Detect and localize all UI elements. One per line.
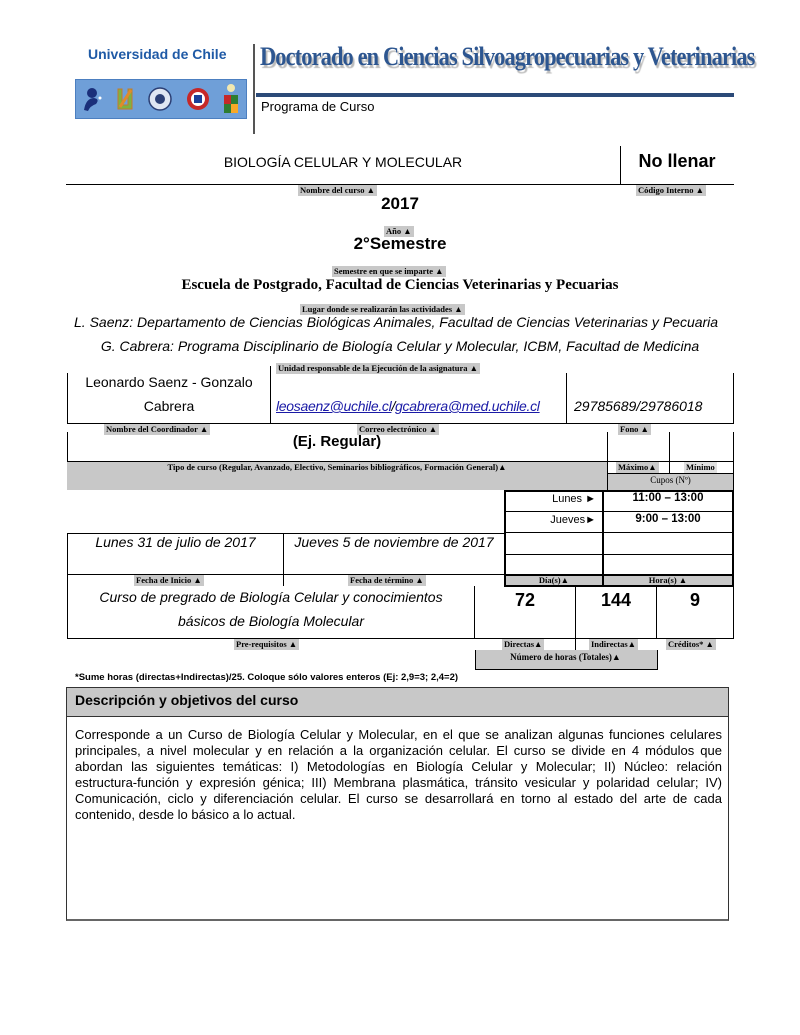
coordinator-name-line1: Leonardo Saenz - Gonzalo <box>85 374 253 390</box>
location-value: Escuela de Postgrado, Facultad de Ciencias Veterinarias y Pecuarias <box>181 277 619 293</box>
year-value: 2017 <box>381 194 419 213</box>
prereq-border-right <box>733 586 734 638</box>
description-box <box>66 687 729 921</box>
coord-border-2 <box>566 373 567 423</box>
coordinator-phone: 29785689/29786018 <box>574 398 703 414</box>
end-date-label: Fecha de término ▲ <box>350 575 424 585</box>
program-title: Doctorado en Ciencias Silvoagropecuarias y Veterinarias <box>260 42 755 71</box>
sched-row-2 <box>505 532 733 533</box>
course-name-label: Nombre del curso ▲ <box>300 185 376 195</box>
sched-row-3 <box>505 554 733 555</box>
university-name: Universidad de Chile <box>88 46 227 62</box>
course-type-value: (Ej. Regular) <box>292 433 382 450</box>
coord-border-1 <box>270 366 271 423</box>
email-link-2[interactable]: gcabrera@med.uchile.cl <box>395 398 540 414</box>
schedule-hours-2: 9:00 – 13:00 <box>635 513 701 525</box>
u-logo-icon <box>116 87 134 111</box>
email-separator: / <box>391 398 396 414</box>
schedule-day-2: Jueves► <box>550 514 596 526</box>
unit-label: Unidad responsable de la Ejecución de la asignatura ▲ <box>278 363 479 373</box>
credits-label: Créditos* ▲ <box>668 639 714 649</box>
coordinator-name-label: Nombre del Coordinador ▲ <box>106 424 209 434</box>
description-body: Corresponde a un Curso de Biología Celular y Molecular, en el que se analizan algunas funciones celulares principales, a nivel molecular y en relación a la organización celular. El curso se divide en 4 módulos que abordan las siguientes temáticas: I) Metodologías en Biología Celular y Molecular; II) Núcleo: relación estructura-función y expresión génica; III) Membrana plasmática, tránsito vesicular y polaridad celular; IV) Comunicación, ciclo y diferenciación celular. El curso se desarrollará en torno al estado del arte de cada contenido, desde lo básico a lo actual. <box>75 727 722 822</box>
credits-footnote: *Sume horas (directas+Indirectas)/25. Coloque sólo valores enteros (Ej: 2,9=3; 2,4=2) <box>75 672 459 683</box>
coordinator-name-line2: Cabrera <box>143 398 195 414</box>
person-logo-icon <box>80 86 104 112</box>
direct-label: Directas▲ <box>504 639 543 649</box>
semester-label: Semestre en que se imparte ▲ <box>334 266 444 276</box>
header-divider <box>253 44 255 134</box>
sched-row-1 <box>505 511 733 512</box>
sched-right <box>732 490 734 586</box>
days-label: Día(s)▲ <box>538 575 570 585</box>
red-seal-logo-icon <box>186 87 210 111</box>
email-label: Correo electrónico ▲ <box>359 424 438 434</box>
sched-mid <box>602 490 604 586</box>
max-label: Máximo▲ <box>618 462 657 472</box>
coord-border-right <box>733 373 734 423</box>
start-date: Lunes 31 de julio de 2017 <box>95 534 256 550</box>
prereq-line1: Curso de pregrado de Biología Celular y conocimientos <box>99 589 443 605</box>
location-label: Lugar donde se realizarán las actividades ▲ <box>302 304 463 314</box>
phone-label: Fono ▲ <box>620 424 649 434</box>
header-rule <box>256 93 734 97</box>
unit-line-1: L. Saenz: Departamento de Ciencias Biológicas Animales, Facultad de Ciencias Veterinarias y Pecuaria <box>74 314 719 330</box>
indirect-hours: 144 <box>600 590 632 610</box>
total-hours-label: Número de horas (Totales)▲ <box>510 652 621 662</box>
email-link-1[interactable]: leosaenz@uchile.cl <box>276 398 392 414</box>
course-type-label: Tipo de curso (Regular, Avanzado, Electivo, Seminarios bibliográficos, Formación General)▲ <box>167 462 507 472</box>
schedule-hours-1: 11:00 – 13:00 <box>632 492 704 504</box>
indirect-label: Indirectas▲ <box>591 639 637 649</box>
dates-border-bottom <box>67 574 505 575</box>
type-border-2 <box>669 432 670 473</box>
schedule-day-1: Lunes ► <box>552 493 596 505</box>
prereq-line2: básicos de Biología Molecular <box>178 613 364 629</box>
description-header <box>67 688 728 717</box>
prereq-label: Pre-requisitos ▲ <box>236 639 298 649</box>
hours-label: Hora(s) ▲ <box>648 575 688 585</box>
subtitle: Programa de Curso <box>261 99 375 114</box>
unit-line-2: G. Cabrera: Programa Disciplinario de Biología Celular y Molecular, ICBM, Facultad de Medicina <box>100 338 700 354</box>
cupos-label: Cupos (Nº) <box>650 475 691 485</box>
course-code: No llenar <box>638 151 716 171</box>
course-code-divider <box>620 146 621 184</box>
min-label: Mínimo <box>686 462 715 472</box>
course-code-label: Código Interno ▲ <box>638 185 705 195</box>
logo-bar <box>75 79 247 119</box>
description-title: Descripción y objetivos del curso <box>75 692 299 708</box>
year-label: Año ▲ <box>386 226 412 236</box>
semester-value: 2°Semestre <box>353 234 447 253</box>
flag-logo-icon <box>222 83 240 115</box>
course-name: BIOLOGÍA CELULAR Y MOLECULAR <box>223 154 463 170</box>
end-date: Jueves 5 de noviembre de 2017 <box>294 534 494 550</box>
credits: 9 <box>689 590 700 610</box>
coordinator-emails <box>276 398 540 414</box>
direct-hours: 72 <box>514 590 536 610</box>
start-date-label: Fecha de Inicio ▲ <box>136 575 202 585</box>
course-name-rule <box>66 184 734 185</box>
seal-logo-icon <box>148 87 172 111</box>
